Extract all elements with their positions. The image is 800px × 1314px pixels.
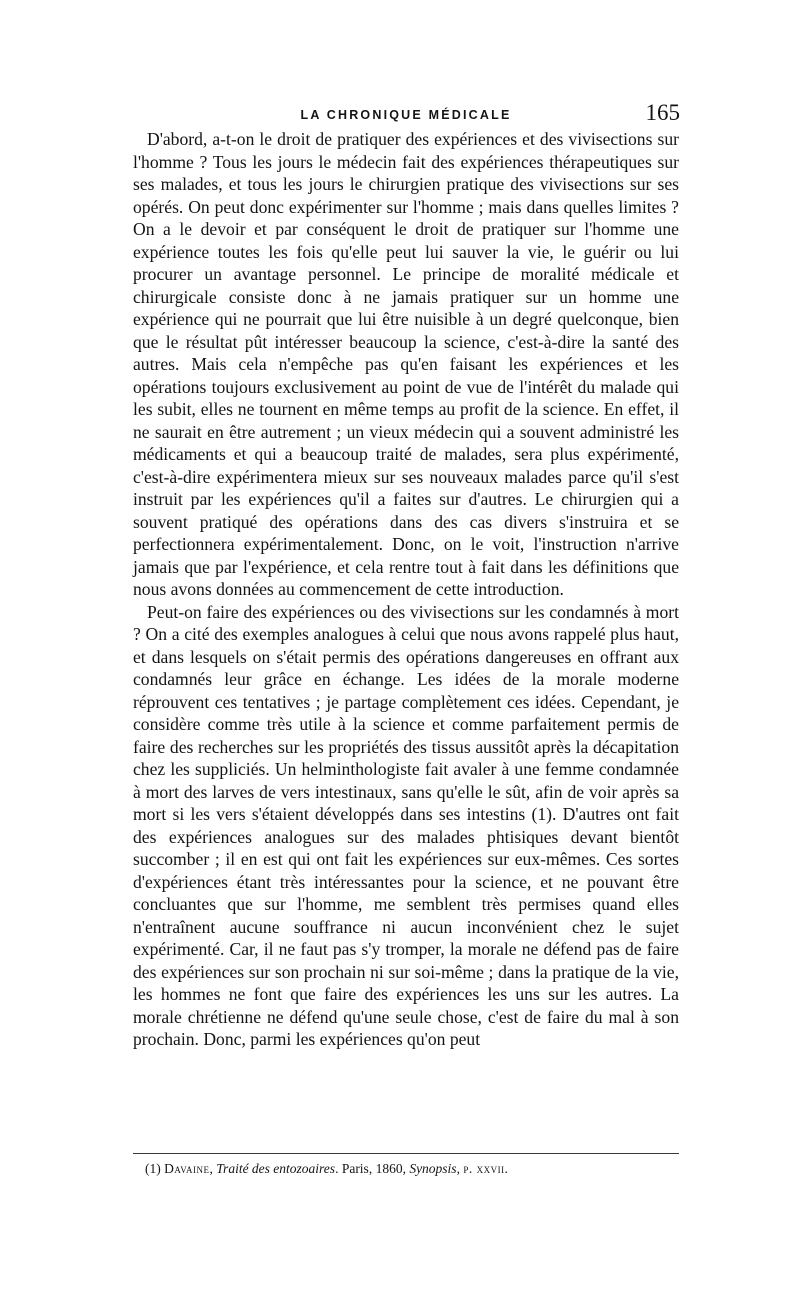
paragraph: Peut-on faire des expériences ou des vivisections sur les condamnés à mort ? On a cité des exemples analogues à celui que nous avons rappelé plus haut, et dans lesquels on s'était permis des opérations dangereuses en offrant aux condamnés leur grâce en échange. Les idées de la morale moderne réprouvent ces tentatives ; je partage complètement ces idées. Cependant, je considère comme très utile à la science et comme parfaitement permis de faire des recherches sur les propriétés des tissus aussitôt après la décapitation chez les suppliciés. Un helminthologiste fait avaler à une femme condamnée à mort des larves de vers intestinaux, sans qu'elle le sût, afin de voir après sa mort si les vers s'étaient développés dans ses intestins (1). D'autres ont fait des expériences analogues sur des malades phtisiques devant bientôt succomber ; il en est qui ont fait les expériences sur eux-mêmes. Ces sortes d'expériences étant très intéressantes pour la science, et ne pouvant être concluantes que sur l'homme, me semblent très permises quand elles n'entraînent aucune souffrance ni aucun inconvénient chez le sujet expérimenté. Car, il ne faut pas s'y tromper, la morale ne défend pas de faire des expériences sur son prochain ni sur soi-même ; dans la pratique de la vie, les hommes ne font que faire des expériences les uns sur les autres. La morale chrétienne ne défend qu'une seule chose, c'est de faire du mal à son prochain. Donc, parmi les expériences qu'on peut: [133, 601, 679, 1049]
footnote-page: p. xxvii.: [463, 1161, 509, 1176]
paragraph: D'abord, a-t-on le droit de pratiquer des expériences et des vivisections sur l'homme ? Tous les jours le médecin fait des expériences thérapeutiques sur ses malades, et tous les jours le chirurgien pratique des vivisections sur ses opérés. On peut donc expérimenter sur l'homme ; mais dans quelles limites ? On a le devoir et par conséquent le droit de pratiquer sur l'homme une expérience toutes les fois qu'elle peut lui sauver la vie, le guérir ou lui procurer un avantage personnel. Le principe de moralité médicale et chirurgicale consiste donc à ne jamais pratiquer sur un homme une expérience qui ne pourrait que lui être nuisible à un degré quelconque, bien que le résultat pût intéresser beaucoup la science, c'est-à-dire la santé des autres. Mais cela n'empêche pas qu'en faisant les expériences et les opérations toujours exclusivement au point de vue de l'intérêt du malade qui les subit, elles ne tournent en même temps au profit de la science. En effet, il ne saurait en être autrement ; un vieux médecin qui a souvent administré les médicaments et qui a beaucoup traité de malades, sera plus expérimenté, c'est-à-dire expérimentera mieux sur ses nouveaux malades parce qu'il s'est instruit par les expériences qu'il a faites sur d'autres. Le chirurgien qui a souvent pratiqué des opérations dans des cas divers s'instruira et se perfectionnera expérimentalement. Donc, on le voit, l'instruction n'arrive jamais que par l'expérience, et cela rentre tout à fait dans les définitions que nous avons données au commencement de cette introduction.: [133, 129, 679, 599]
footnote-marker: (1): [145, 1161, 161, 1176]
body-text: [133, 128, 679, 1051]
page-number: 165: [645, 100, 680, 125]
running-head: [132, 100, 680, 130]
footnote: (1) Davaine, Traité des entozoaires. Paris, 1860, Synopsis, p. xxvii.: [145, 1161, 509, 1176]
footnote-publication: Paris, 1860,: [341, 1161, 406, 1176]
footnote-section: Synopsis: [409, 1161, 457, 1176]
running-title: LA CHRONIQUE MÉDICALE: [300, 108, 512, 122]
footnote-title: Traité des entozoaires: [216, 1161, 336, 1176]
footnote-author: Davaine: [164, 1161, 210, 1176]
footnote-rule: [133, 1153, 679, 1154]
